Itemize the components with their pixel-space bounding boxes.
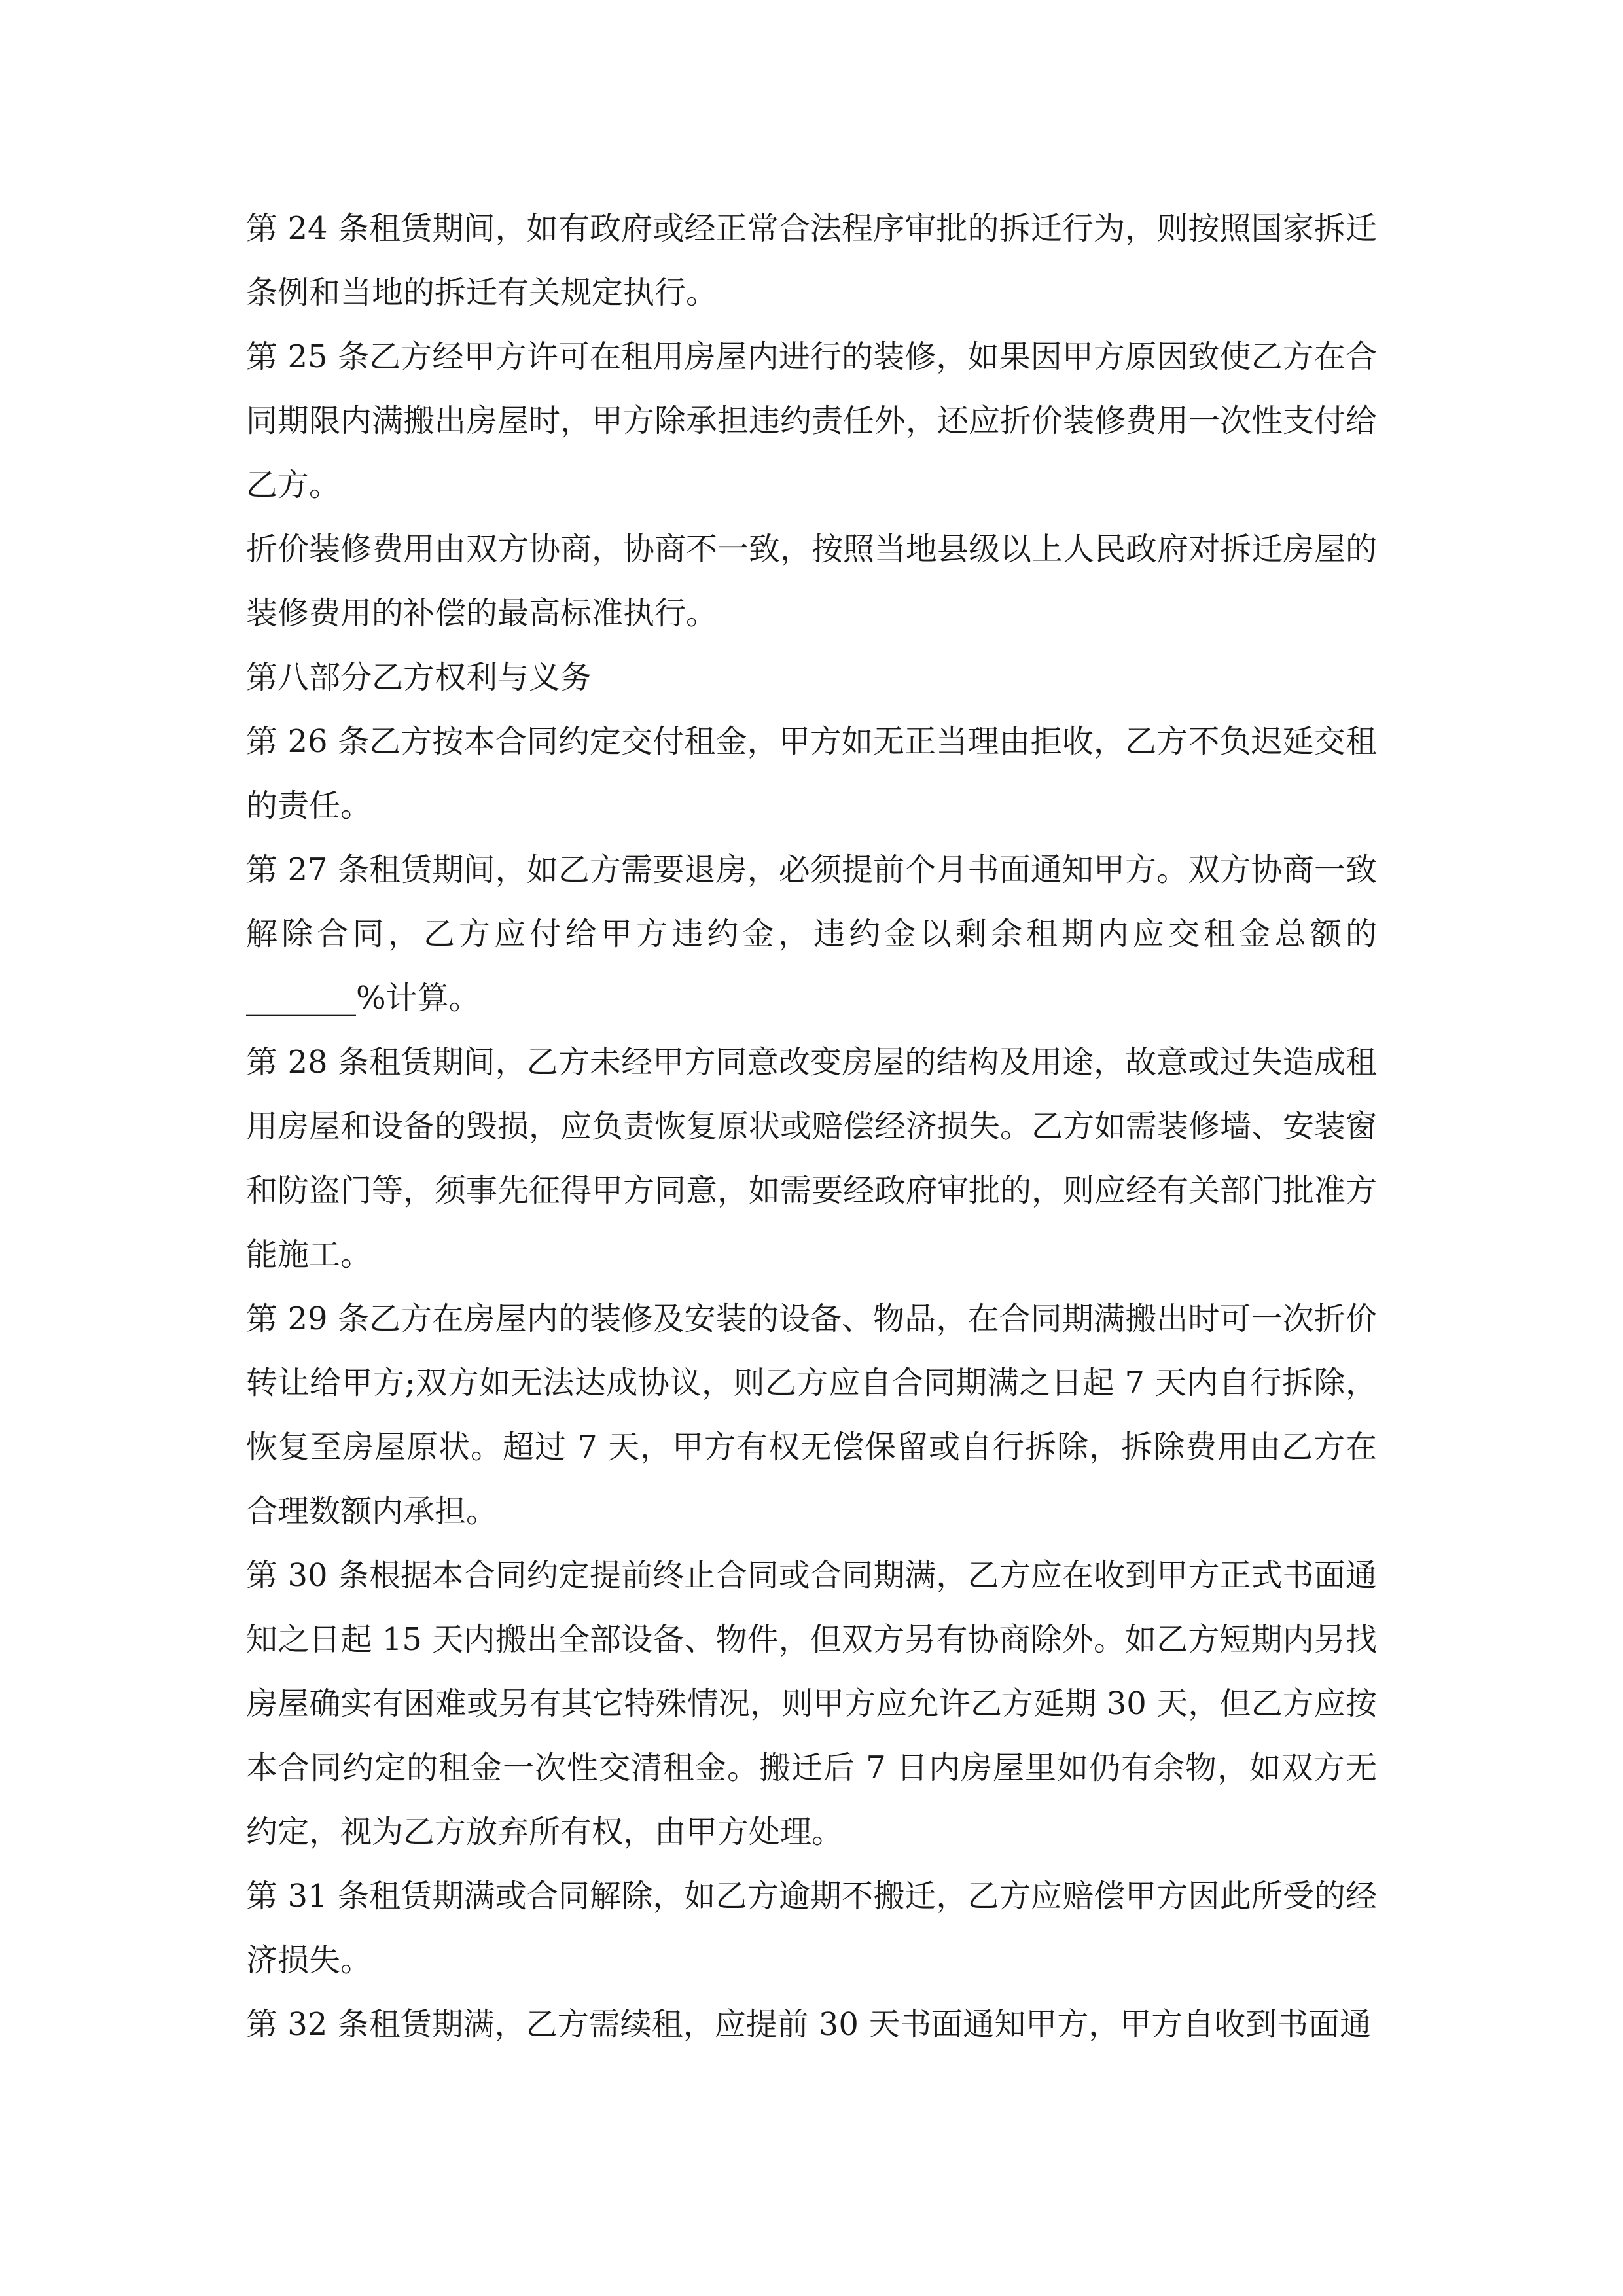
- document-body: [246, 196, 1377, 2056]
- paragraph-article-31: 第 31 条租赁期满或合同解除，如乙方逾期不搬迁，乙方应赔偿甲方因此所受的经济损失。: [246, 1878, 1377, 1979]
- paragraph-article-25: 第 25 条乙方经甲方许可在租用房屋内进行的装修，如果因甲方原因致使乙方在合同期限内满搬出房屋时，甲方除承担违约责任外，还应折价装修费用一次性支付给乙方。: [246, 338, 1378, 503]
- paragraph-renovation-compensation: 折价装修费用由双方协商，协商不一致，按照当地县级以上人民政府对拆迁房屋的装修费用的补偿的最高标准执行。: [246, 531, 1378, 632]
- paragraph-article-30: 第 30 条根据本合同约定提前终止合同或合同期满，乙方应在收到甲方正式书面通知之日起 15 天内搬出全部设备、物件，但双方另有协商除外。如乙方短期内另找房屋确实有困难或另有其它特殊情况，则甲方应允许乙方延期 30 天，但乙方应按本合同约定的租金一次性交清租金。搬迁后 7 日内房屋里如仍有余物，如双方无约定，视为乙方放弃所有权，由甲方处理。: [246, 1557, 1377, 1850]
- paragraph-article-28: 第 28 条租赁期间，乙方未经甲方同意改变房屋的结构及用途，故意或过失造成租用房屋和设备的毁损，应负责恢复原状或赔偿经济损失。乙方如需装修墙、安装窗和防盗门等，须事先征得甲方同意，如需要经政府审批的，则应经有关部门批准方能施工。: [246, 1044, 1378, 1273]
- paragraph-article-27: 第 27 条租赁期间，如乙方需要退房，必须提前个月书面通知甲方。双方协商一致解除合同，乙方应付给甲方违约金，违约金以剩余租期内应交租金总额的_______%计算。: [246, 852, 1377, 1016]
- paragraph-article-32: 第 32 条租赁期满，乙方需续租，应提前 30 天书面通知甲方，甲方自收到书面通: [246, 2006, 1372, 2043]
- paragraph-article-24: 第 24 条租赁期间，如有政府或经正常合法程序审批的拆迁行为，则按照国家拆迁条例和当地的拆迁有关规定执行。: [246, 210, 1377, 311]
- section-heading-part-8: 第八部分乙方权利与义务: [246, 659, 592, 696]
- paragraph-article-29: 第 29 条乙方在房屋内的装修及安装的设备、物品，在合同期满搬出时可一次折价转让给甲方;双方如无法达成协议，则乙方应自合同期满之日起 7 天内自行拆除，恢复至房屋原状。超过 7 天，甲方有权无偿保留或自行拆除，拆除费用由乙方在合理数额内承担。: [246, 1300, 1377, 1530]
- paragraph-article-26: 第 26 条乙方按本合同约定交付租金，甲方如无正当理由拒收，乙方不负迟延交租的责任。: [246, 723, 1377, 824]
